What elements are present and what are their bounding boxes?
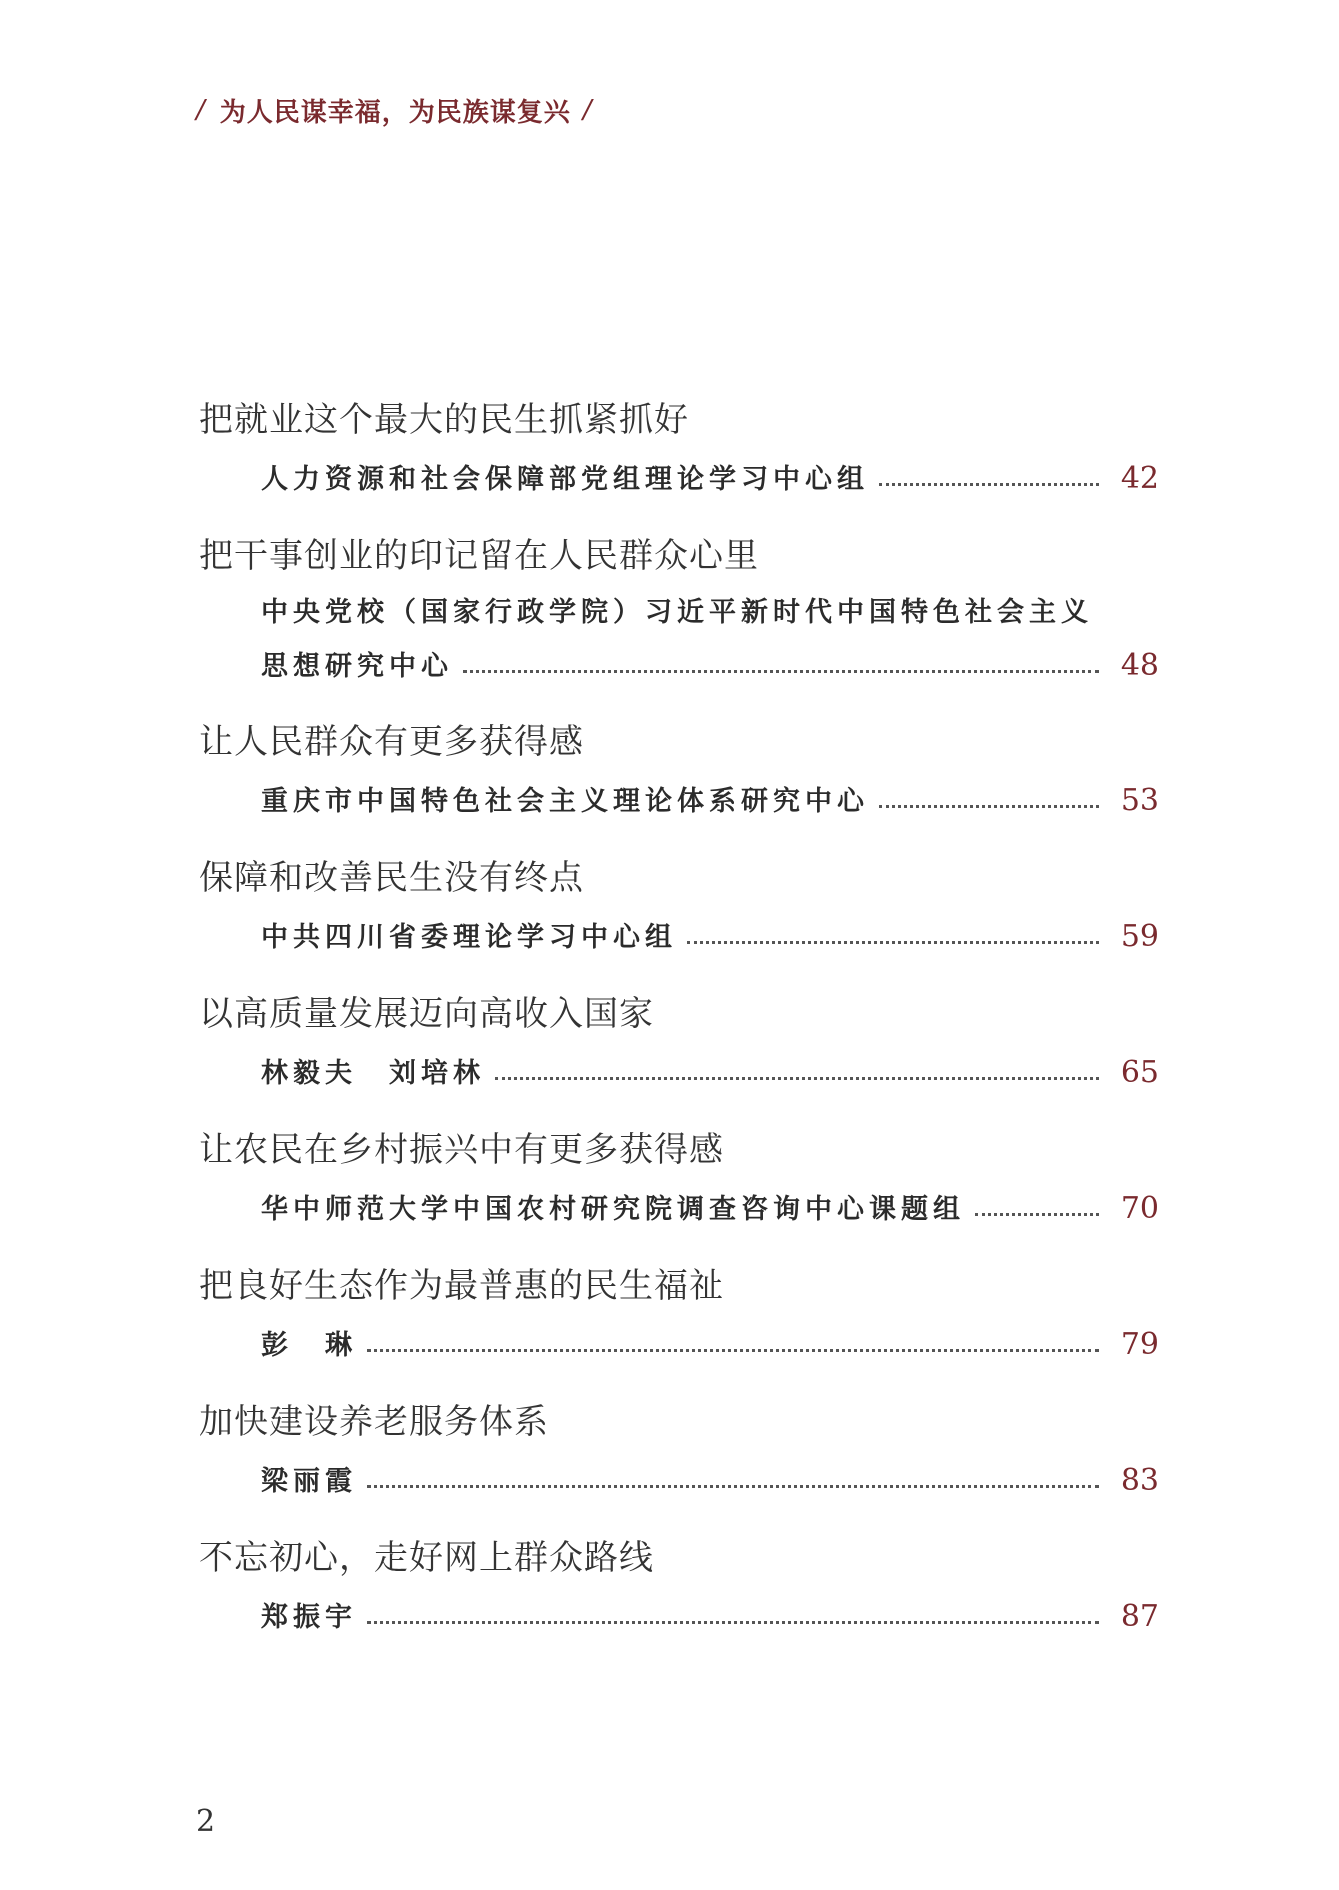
leader-dots bbox=[879, 804, 1099, 808]
toc-entry-title[interactable]: 让人民群众有更多获得感 bbox=[199, 722, 584, 762]
leader-dots bbox=[495, 1076, 1099, 1080]
toc-entry-author: 林毅夫 刘培林 bbox=[261, 1058, 485, 1089]
toc-entry-page: 48 bbox=[1120, 648, 1159, 683]
toc-entry-author-line[interactable] bbox=[261, 456, 1159, 496]
header-title: 为人民谋幸福，为民族谋复兴 bbox=[219, 97, 571, 128]
toc-entry-title[interactable]: 保障和改善民生没有终点 bbox=[199, 858, 584, 898]
leader-dots bbox=[367, 1484, 1099, 1488]
toc-entry-page: 87 bbox=[1120, 1599, 1159, 1634]
leader-dots bbox=[367, 1348, 1099, 1352]
header-slash-right: / bbox=[582, 95, 593, 125]
toc-entry-page: 53 bbox=[1120, 783, 1159, 818]
toc-entry-title[interactable]: 让农民在乡村振兴中有更多获得感 bbox=[199, 1130, 724, 1170]
toc-entry-page: 83 bbox=[1120, 1463, 1159, 1498]
toc-entry-author: 彭 琳 bbox=[261, 1330, 357, 1361]
toc-entry-title[interactable]: 加快建设养老服务体系 bbox=[199, 1402, 549, 1442]
toc-entry-title[interactable]: 不忘初心，走好网上群众路线 bbox=[199, 1538, 654, 1578]
running-header bbox=[196, 92, 593, 128]
page-number: 2 bbox=[196, 1804, 216, 1839]
leader-dots bbox=[463, 669, 1099, 673]
leader-dots bbox=[975, 1212, 1099, 1216]
toc-entry-page: 70 bbox=[1120, 1191, 1159, 1226]
toc-entry-author-first-line: 中央党校（国家行政学院）习近平新时代中国特色社会主义 bbox=[261, 597, 1093, 628]
toc-entry-author: 华中师范大学中国农村研究院调查咨询中心课题组 bbox=[261, 1194, 965, 1225]
header-slash-left: / bbox=[196, 95, 206, 125]
toc-entry-author-line[interactable] bbox=[261, 1458, 1159, 1498]
leader-dots bbox=[687, 940, 1099, 944]
toc-entry-author: 梁丽霞 bbox=[261, 1466, 357, 1497]
toc-entry-author-line[interactable] bbox=[261, 778, 1159, 818]
toc-entry-author: 人力资源和社会保障部党组理论学习中心组 bbox=[261, 464, 869, 495]
toc-entry-title[interactable]: 把就业这个最大的民生抓紧抓好 bbox=[199, 400, 689, 440]
toc-entry-author: 郑振宇 bbox=[261, 1602, 357, 1633]
toc-entry-title[interactable]: 把干事创业的印记留在人民群众心里 bbox=[199, 536, 759, 576]
toc-entry-title[interactable]: 把良好生态作为最普惠的民生福祉 bbox=[199, 1266, 724, 1306]
toc-entry-author: 中共四川省委理论学习中心组 bbox=[261, 922, 677, 953]
toc-entry-page: 59 bbox=[1120, 919, 1159, 954]
toc-entry-page: 65 bbox=[1120, 1055, 1159, 1090]
toc-entry-author-line[interactable] bbox=[261, 643, 1159, 683]
toc-entry-author-line[interactable] bbox=[261, 914, 1159, 954]
toc-entry-page: 42 bbox=[1120, 461, 1159, 496]
toc-entry-author-line[interactable] bbox=[261, 1322, 1159, 1362]
leader-dots bbox=[879, 482, 1099, 486]
toc-entry-author: 思想研究中心 bbox=[261, 651, 453, 682]
toc-entry-title[interactable]: 以高质量发展迈向高收入国家 bbox=[199, 994, 654, 1034]
toc-entry-author: 重庆市中国特色社会主义理论体系研究中心 bbox=[261, 786, 869, 817]
leader-dots bbox=[367, 1620, 1099, 1624]
toc-entry-author-line[interactable] bbox=[261, 1050, 1159, 1090]
toc-entry-author-line[interactable] bbox=[261, 1186, 1159, 1226]
toc-entry-page: 79 bbox=[1120, 1327, 1159, 1362]
toc-entry-author-line[interactable] bbox=[261, 1594, 1159, 1634]
